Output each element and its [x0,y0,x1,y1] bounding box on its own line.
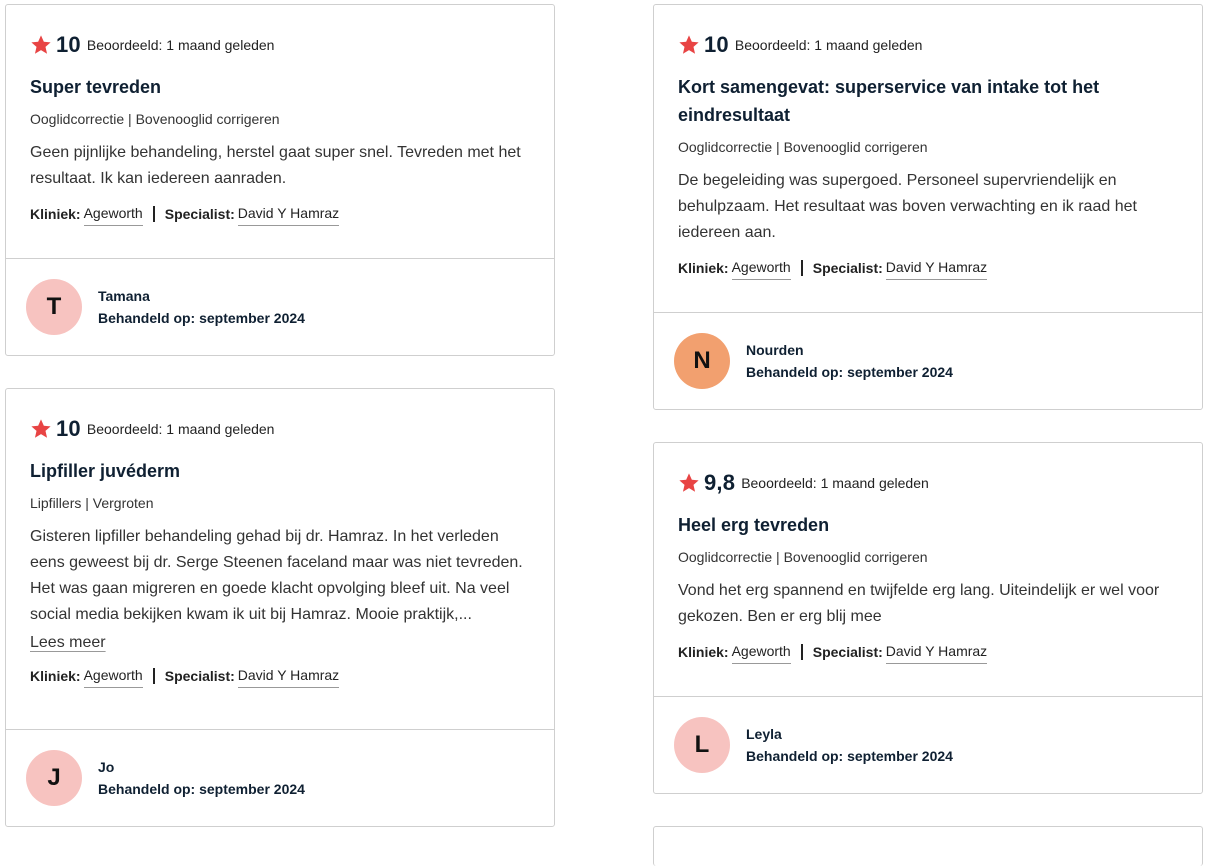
read-more-link[interactable]: Lees meer [30,634,106,651]
reviewer-name: Nourden [746,342,804,358]
review-text: Geen pijnlijke behandeling, herstel gaat super snel. Tevreden met het resultaat. Ik kan iedereen aanraden. [30,144,521,187]
star-icon [678,472,700,494]
review-title: Lipfiller juvéderm [30,461,181,481]
clinic-label: Kliniek: [30,668,81,684]
specialist-link[interactable]: David Y Hamraz [886,640,987,664]
review-date: Beoordeeld: 1 maand geleden [86,37,275,53]
avatar: J [26,750,82,806]
review-score: 10 [56,416,81,441]
specialist-link[interactable]: David Y Hamraz [238,202,339,226]
specialist-label: Specialist: [164,206,235,222]
review-meta [678,256,1178,280]
avatar: T [26,279,82,335]
review-text: Vond het erg spannend en twijfelde erg lang. Uiteindelijk er wel voor gekozen. Ben er erg blij mee [678,582,1160,625]
treated-date: Behandeld op: september 2024 [746,364,953,380]
star-icon [30,418,52,440]
treated-date: Behandeld op: september 2024 [746,748,953,764]
treated-date: Behandeld op: september 2024 [98,310,305,326]
reviewer-info [6,258,554,355]
rating-row [30,413,530,445]
avatar: N [674,333,730,389]
specialist-label: Specialist: [164,668,235,684]
review-score: 10 [704,32,729,57]
specialist-label: Specialist: [812,644,883,660]
clinic-link[interactable]: Ageworth [84,664,143,688]
review-meta [30,202,530,226]
review-text: Gisteren lipfiller behandeling gehad bij dr. Hamraz. In het verleden eens geweest bij dr. Serge Steenen faceland maar was niet tevreden. Het was gaan migreren en goede klacht opvolging bleef uit. Na veel social media bekijken kwam ik uit bij Hamraz. Mooie praktijk,... [30,528,523,623]
review-date: Beoordeeld: 1 maand geleden [734,37,923,53]
reviewer-name: Jo [98,759,115,775]
rating-row [678,29,1178,61]
clinic-label: Kliniek: [678,260,729,276]
clinic-link[interactable]: Ageworth [84,202,143,226]
reviewer-info [6,729,554,826]
review-card [653,442,1203,794]
review-treatment: Ooglidcorrectie | Bovenooglid corrigeren [678,139,928,155]
clinic-link[interactable]: Ageworth [732,256,791,280]
clinic-link[interactable]: Ageworth [732,640,791,664]
review-card [5,388,555,827]
star-icon [30,34,52,56]
review-card [653,4,1203,410]
reviewer-info [654,696,1202,793]
review-title: Heel erg tevreden [678,515,830,535]
review-title: Super tevreden [30,77,162,97]
specialist-label: Specialist: [812,260,883,276]
reviewer-name: Tamana [98,288,150,304]
review-treatment: Ooglidcorrectie | Bovenooglid corrigeren [30,111,280,127]
review-card-partial [653,826,1203,866]
review-card [5,4,555,356]
treated-date: Behandeld op: september 2024 [98,781,305,797]
meta-divider [153,668,155,684]
review-treatment: Ooglidcorrectie | Bovenooglid corrigeren [678,549,928,565]
review-date: Beoordeeld: 1 maand geleden [86,421,275,437]
specialist-link[interactable]: David Y Hamraz [238,664,339,688]
clinic-label: Kliniek: [678,644,729,660]
avatar: L [674,717,730,773]
rating-row [678,467,1178,499]
review-treatment: Lipfillers | Vergroten [30,495,154,511]
meta-divider [801,644,803,660]
review-text: De begeleiding was supergoed. Personeel supervriendelijk en behulpzaam. Het resultaat was boven verwachting en ik raad het iedereen aan. [678,172,1137,241]
clinic-label: Kliniek: [30,206,81,222]
review-meta [678,640,1178,664]
review-title: Kort samengevat: superservice van intake tot het eindresultaat [678,77,1100,125]
review-score: 10 [56,32,81,57]
star-icon [678,34,700,56]
meta-divider [801,260,803,276]
specialist-link[interactable]: David Y Hamraz [886,256,987,280]
reviewer-info [654,312,1202,409]
reviewer-name: Leyla [746,726,782,742]
rating-row [30,29,530,61]
meta-divider [153,206,155,222]
review-date: Beoordeeld: 1 maand geleden [741,475,929,491]
review-score: 9,8 [704,470,736,495]
review-meta [30,664,530,688]
